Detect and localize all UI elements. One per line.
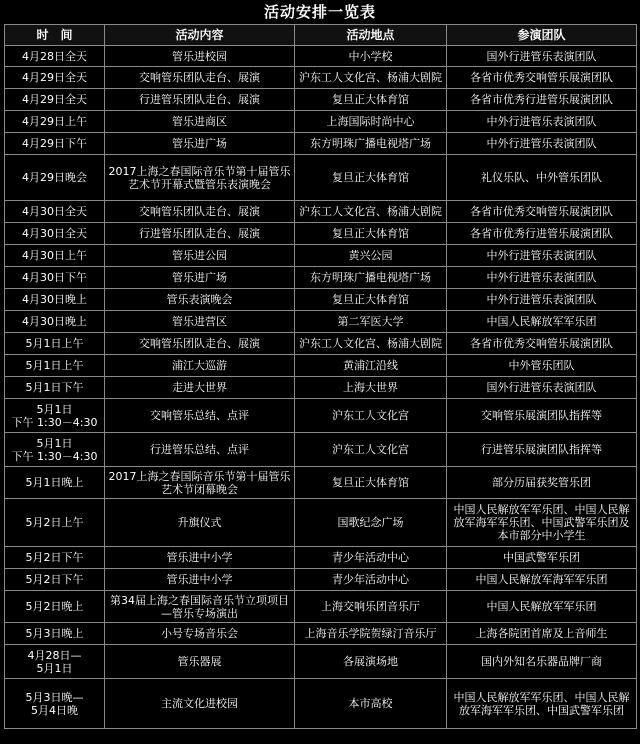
cell-team: 国外行进管乐表演团队: [447, 46, 637, 67]
cell-place: 各展演场地: [295, 645, 447, 679]
header-place: 活动地点: [295, 25, 447, 46]
cell-place: 黄浦江沿线: [295, 355, 447, 377]
cell-time: 4月30日全天: [5, 201, 105, 223]
cell-time: 4月30日晚上: [5, 289, 105, 311]
cell-time: 4月28日— 5月1日: [5, 645, 105, 679]
table-row: [5, 377, 637, 399]
cell-team: 各省市优秀行进管乐展演团队: [447, 223, 637, 245]
cell-time: 4月30日下午: [5, 267, 105, 289]
cell-time: 4月30日晚上: [5, 311, 105, 333]
header-row: [5, 25, 637, 46]
table-row: [5, 133, 637, 155]
table-header: [5, 25, 637, 46]
header-content: 活动内容: [105, 25, 295, 46]
cell-place: 沪东工人文化宫: [295, 399, 447, 433]
cell-time: 5月2日晚上: [5, 591, 105, 623]
cell-content: 管乐进公园: [105, 245, 295, 267]
cell-content: 管乐表演晚会: [105, 289, 295, 311]
cell-content: 管乐进中小学: [105, 547, 295, 569]
cell-content: 行进管乐团队走台、展演: [105, 223, 295, 245]
cell-place: 青少年活动中心: [295, 569, 447, 591]
cell-time: 5月2日下午: [5, 569, 105, 591]
schedule-table: [4, 24, 637, 729]
table-row: [5, 547, 637, 569]
cell-place: 第二军医大学: [295, 311, 447, 333]
cell-content: 管乐进商区: [105, 111, 295, 133]
cell-time: 5月3日晚— 5月4日晚: [5, 679, 105, 729]
cell-place: 复旦正大体育馆: [295, 223, 447, 245]
table-row: [5, 245, 637, 267]
cell-team: 中国人民解放军海军军乐团: [447, 569, 637, 591]
cell-place: 上海国际时尚中心: [295, 111, 447, 133]
cell-place: 上海大世界: [295, 377, 447, 399]
cell-content: 行进管乐总结、点评: [105, 433, 295, 467]
table-row: [5, 355, 637, 377]
table-row: [5, 623, 637, 645]
table-row: [5, 433, 637, 467]
cell-content: 管乐器展: [105, 645, 295, 679]
table-row: [5, 591, 637, 623]
cell-team: 部分历届获奖管乐团: [447, 467, 637, 499]
table-row: [5, 267, 637, 289]
cell-time: 5月1日上午: [5, 333, 105, 355]
cell-place: 复旦正大体育馆: [295, 289, 447, 311]
cell-place: 沪东工人文化宫、杨浦大剧院: [295, 333, 447, 355]
cell-time: 4月29日上午: [5, 111, 105, 133]
cell-team: 中国人民解放军军乐团: [447, 591, 637, 623]
cell-content: 管乐进广场: [105, 267, 295, 289]
page-title: 活动安排一览表: [263, 3, 376, 21]
cell-time: 4月30日上午: [5, 245, 105, 267]
cell-content: 管乐进中小学: [105, 569, 295, 591]
cell-place: 中小学校: [295, 46, 447, 67]
header-team: 参演团队: [447, 25, 637, 46]
cell-content: 交响管乐总结、点评: [105, 399, 295, 433]
cell-team: 行进管乐展演团队指挥等: [447, 433, 637, 467]
cell-team: 国内外知名乐器品牌厂商: [447, 645, 637, 679]
cell-place: 本市高校: [295, 679, 447, 729]
cell-content: 管乐进广场: [105, 133, 295, 155]
table-row: [5, 499, 637, 547]
cell-team: 中国人民解放军军乐团、中国人民解放军海军军乐团、中国武警军乐团: [447, 679, 637, 729]
cell-team: 中国人民解放军军乐团: [447, 311, 637, 333]
cell-time: 4月29日全天: [5, 89, 105, 111]
cell-time: 5月1日上午: [5, 355, 105, 377]
cell-team: 上海各院团首席及上音师生: [447, 623, 637, 645]
table-row: [5, 111, 637, 133]
cell-team: 礼仪乐队、中外管乐团队: [447, 155, 637, 201]
cell-content: 第34届上海之春国际音乐节立项项目—管乐专场演出: [105, 591, 295, 623]
cell-content: 管乐进校园: [105, 46, 295, 67]
cell-place: 上海交响乐团音乐厅: [295, 591, 447, 623]
cell-time: 5月1日 下午 1:30－4:30: [5, 433, 105, 467]
cell-team: 交响管乐展演团队指挥等: [447, 399, 637, 433]
cell-place: 黄兴公园: [295, 245, 447, 267]
cell-time: 4月29日晚会: [5, 155, 105, 201]
table-row: [5, 569, 637, 591]
cell-place: 国歌纪念广场: [295, 499, 447, 547]
cell-time: 4月28日全天: [5, 46, 105, 67]
cell-time: 5月1日晚上: [5, 467, 105, 499]
table-row: [5, 89, 637, 111]
cell-content: 交响管乐团队走台、展演: [105, 201, 295, 223]
cell-content: 浦江大巡游: [105, 355, 295, 377]
cell-team: 中国人民解放军军乐团、中国人民解放军海军军乐团、中国武警军乐团及本市部分中小学生: [447, 499, 637, 547]
cell-team: 中外行进管乐表演团队: [447, 245, 637, 267]
cell-team: 各省市优秀交响管乐展演团队: [447, 67, 637, 89]
cell-place: 沪东工人文化宫: [295, 433, 447, 467]
cell-content: 2017上海之春国际音乐节第十届管乐艺术节开幕式暨管乐表演晚会: [105, 155, 295, 201]
cell-place: 沪东工人文化宫、杨浦大剧院: [295, 201, 447, 223]
table-row: [5, 67, 637, 89]
cell-content: 升旗仪式: [105, 499, 295, 547]
cell-team: 中国武警军乐团: [447, 547, 637, 569]
cell-time: 5月2日下午: [5, 547, 105, 569]
cell-place: 东方明珠广播电视塔广场: [295, 133, 447, 155]
cell-team: 中外管乐团队: [447, 355, 637, 377]
cell-content: 小号专场音乐会: [105, 623, 295, 645]
cell-place: 复旦正大体育馆: [295, 89, 447, 111]
cell-content: 管乐进营区: [105, 311, 295, 333]
cell-place: 复旦正大体育馆: [295, 155, 447, 201]
cell-team: 中外行进管乐表演团队: [447, 267, 637, 289]
table-row: [5, 467, 637, 499]
cell-place: 复旦正大体育馆: [295, 467, 447, 499]
cell-time: 4月29日全天: [5, 67, 105, 89]
table-row: [5, 333, 637, 355]
cell-team: 各省市优秀交响管乐展演团队: [447, 201, 637, 223]
table-row: [5, 289, 637, 311]
cell-content: 走进大世界: [105, 377, 295, 399]
cell-content: 行进管乐团队走台、展演: [105, 89, 295, 111]
cell-time: 5月3日晚上: [5, 623, 105, 645]
table-row: [5, 645, 637, 679]
cell-time: 4月29日下午: [5, 133, 105, 155]
table-row: [5, 155, 637, 201]
cell-content: 交响管乐团队走台、展演: [105, 333, 295, 355]
table-body: [5, 46, 637, 729]
cell-team: 国外行进管乐表演团队: [447, 377, 637, 399]
cell-team: 各省市优秀行进管乐展演团队: [447, 89, 637, 111]
table-row: [5, 46, 637, 67]
cell-team: 各省市优秀交响管乐展演团队: [447, 333, 637, 355]
cell-time: 5月2日上午: [5, 499, 105, 547]
cell-team: 中外行进管乐表演团队: [447, 133, 637, 155]
cell-place: 青少年活动中心: [295, 547, 447, 569]
table-row: [5, 223, 637, 245]
table-row: [5, 679, 637, 729]
cell-team: 中外行进管乐表演团队: [447, 111, 637, 133]
cell-content: 2017上海之春国际音乐节第十届管乐艺术节闭幕晚会: [105, 467, 295, 499]
cell-content: 交响管乐团队走台、展演: [105, 67, 295, 89]
table-row: [5, 311, 637, 333]
cell-place: 上海音乐学院贺绿汀音乐厅: [295, 623, 447, 645]
table-row: [5, 399, 637, 433]
cell-time: 4月30日全天: [5, 223, 105, 245]
cell-place: 东方明珠广播电视塔广场: [295, 267, 447, 289]
cell-content: 主流文化进校园: [105, 679, 295, 729]
cell-team: 中外行进管乐表演团队: [447, 289, 637, 311]
cell-time: 5月1日下午: [5, 377, 105, 399]
cell-place: 沪东工人文化宫、杨浦大剧院: [295, 67, 447, 89]
table-row: [5, 201, 637, 223]
cell-time: 5月1日 下午 1:30－4:30: [5, 399, 105, 433]
header-time: 时 间: [5, 25, 105, 46]
